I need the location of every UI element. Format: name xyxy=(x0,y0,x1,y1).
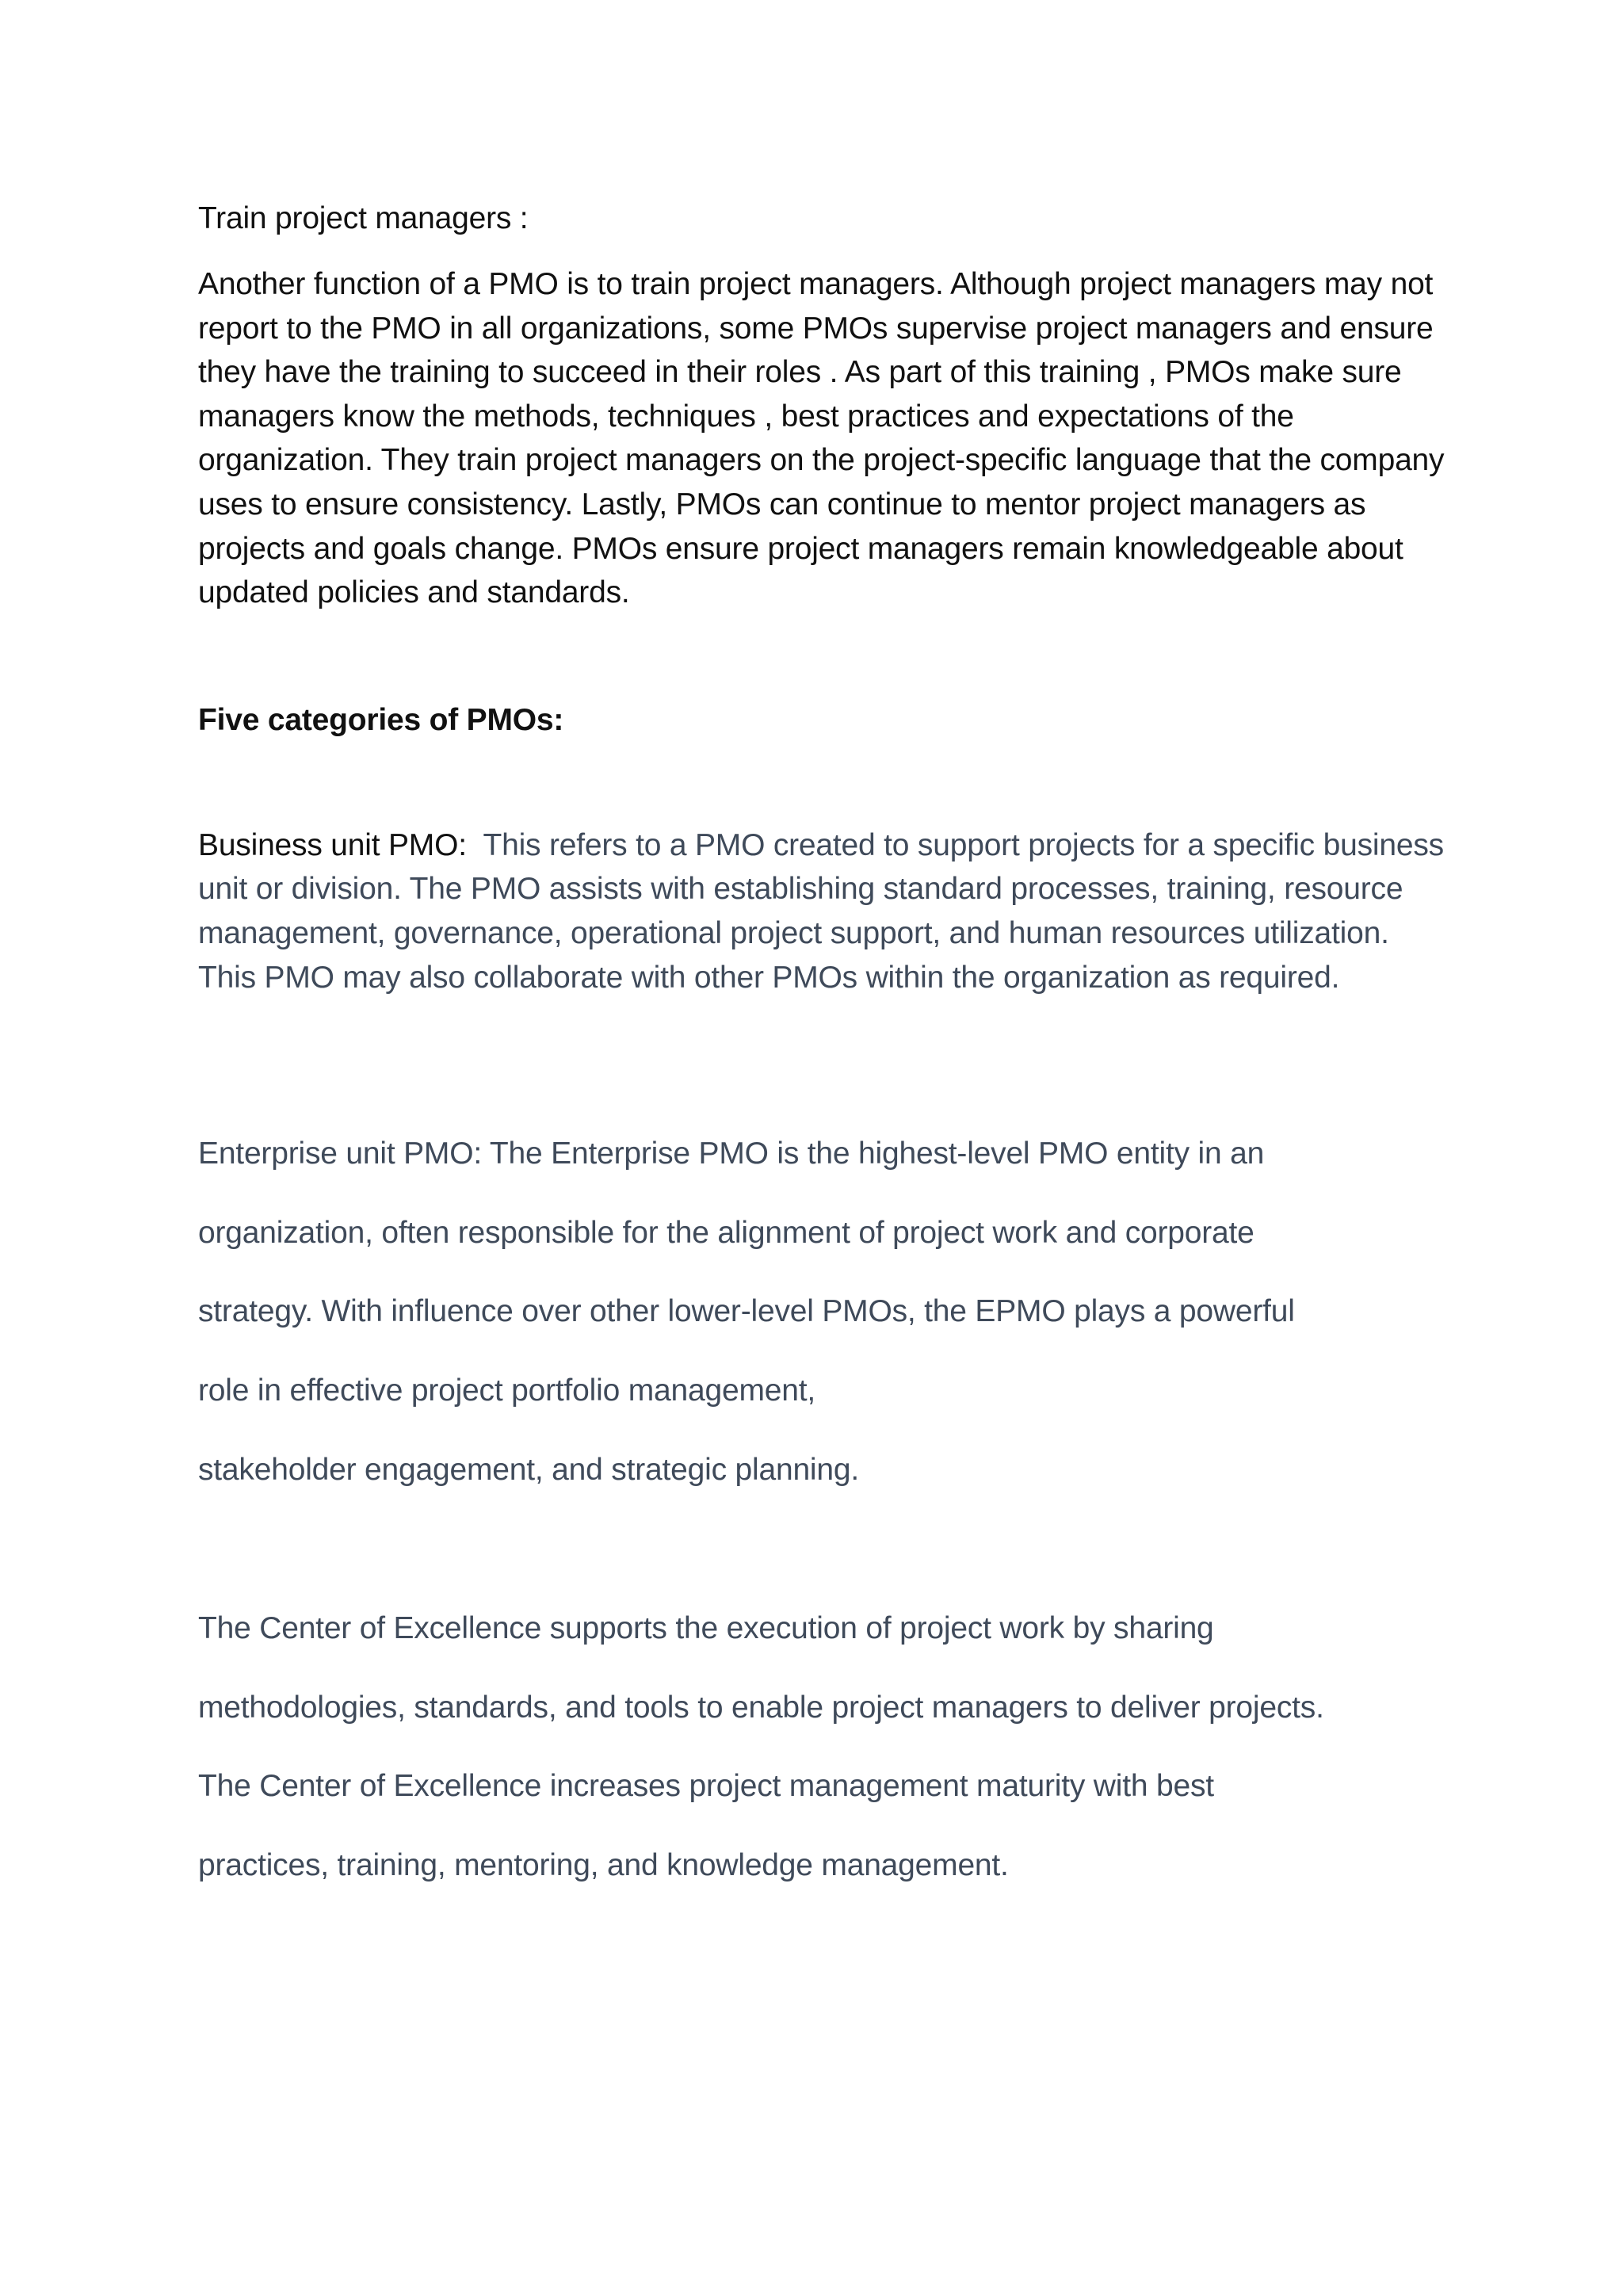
document-content xyxy=(198,197,1450,1904)
coe-line: practices, training, mentoring, and knowledge management. xyxy=(198,1847,1009,1882)
enterprise-line: organization, often responsible for the alignment of project work and corporate xyxy=(198,1215,1254,1250)
coe-line: The Center of Excellence supports the execution of project work by sharing xyxy=(198,1611,1214,1646)
coe-line: methodologies, standards, and tools to enable project managers to deliver projects. xyxy=(198,1690,1324,1725)
train-paragraph: Another function of a PMO is to train project managers. Although project managers may not report to the PMO in all organizations, some PMOs supervise project managers and ensure they have the training to succeed in their roles . As part of this training , PMOs make sure managers know the methods, techniques , best practices and expectations of the organization. They train project managers on the project-specific language that the company uses to ensure consistency. Lastly, PMOs can continue to mentor project managers as projects and goals change. PMOs ensure project managers remain knowledgeable about updated policies and standards. xyxy=(198,267,1445,610)
enterprise-line: role in effective project portfolio management, xyxy=(198,1373,815,1408)
coe-line: The Center of Excellence increases project management maturity with best xyxy=(198,1769,1214,1804)
business-unit-label: Business unit PMO: xyxy=(198,827,467,862)
enterprise-unit-paragraph xyxy=(198,1114,1450,1509)
train-heading: Train project managers : xyxy=(198,201,529,235)
enterprise-line: Enterprise unit PMO: The Enterprise PMO is the highest-level PMO entity in an xyxy=(198,1137,1265,1171)
business-unit-text: This refers to a PMO created to support projects for a specific business unit or division. The PMO assists with establishing standard processes, training, resource management, governance, operational project support, and human resources utilization. This PMO may also collaborate with other PMOs within the organization as required. xyxy=(198,827,1444,995)
enterprise-line: strategy. With influence over other lower-level PMOs, the EPMO plays a powerful xyxy=(198,1294,1295,1329)
center-of-excellence-paragraph xyxy=(198,1589,1450,1904)
enterprise-line: stakeholder engagement, and strategic planning. xyxy=(198,1452,860,1487)
categories-heading: Five categories of PMOs: xyxy=(198,702,564,737)
business-unit-paragraph xyxy=(198,823,1450,999)
